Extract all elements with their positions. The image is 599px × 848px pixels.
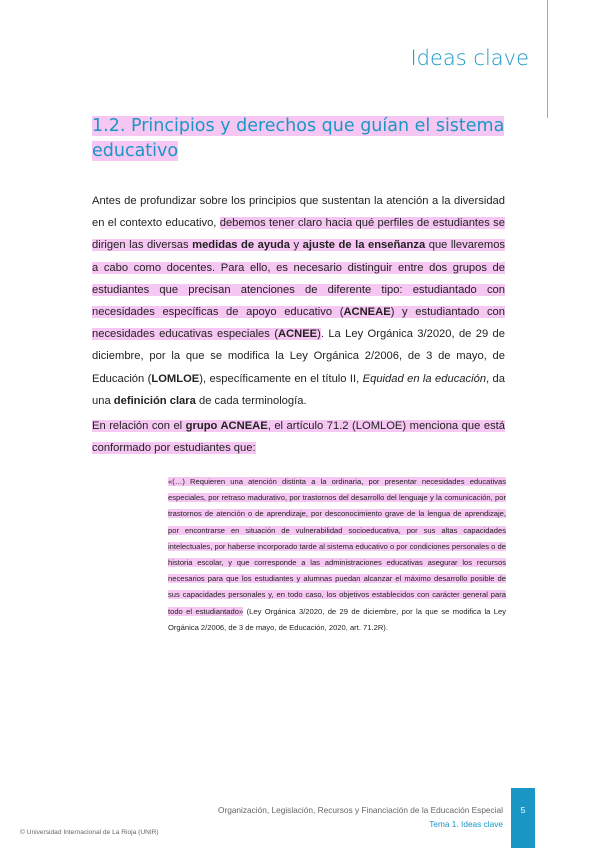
section-title — [92, 114, 512, 164]
text-span: . La Ley Orgánica 3/2020, de 29 de diciembre, por la que se modifica la Ley Orgánica 2/2006, de 3 de mayo, de Educación ( — [92, 328, 506, 385]
highlight-span — [92, 217, 505, 340]
text-span: ), específicamente en el título II, — [199, 372, 363, 385]
paragraph-intro — [92, 190, 505, 412]
footer-copyright: © Universidad Internacional de La Rioja (UNIR) — [20, 829, 159, 836]
text-span: que llevaremos a cabo como docentes. Para ello, es necesario distinguir entre dos grupos de estudiantes que precisan atenciones de diferente tipo: estudiantado con necesidades específicas de apoyo educativo ( — [92, 239, 506, 319]
text-span: Antes de profundizar sobre los principios que sustentan la atención a la diversidad en el contexto educativo, — [92, 195, 505, 230]
bold-term: ACNEE — [277, 328, 318, 341]
body-text — [92, 190, 505, 459]
legal-quote — [168, 474, 506, 636]
bold-term: LOMLOE — [151, 372, 200, 385]
bold-term: grupo ACNEAE — [185, 420, 268, 433]
bold-term: ajuste de la enseñanza — [302, 239, 426, 252]
text-span: , da una — [92, 372, 505, 407]
page-number-box — [511, 788, 535, 848]
text-span: En relación con el — [92, 420, 186, 433]
text-span: y — [289, 239, 303, 252]
highlight-span — [92, 420, 505, 454]
text-span: ) y estudiantado con necesidades educativas especiales ( — [92, 306, 505, 341]
bold-term: definición clara — [113, 394, 196, 407]
quote-text: «(…) Requieren una atención distinta a la ordinaria, por presentar necesidades educativas especiales, por retraso madurativo, por trastornos del desarrollo del lenguaje y la comunicación, por trastornos de atención o de aprendizaje, por desconocimiento grave de la lengua de aprendizaje, por encontrarse en situación de vulnerabilidad socioeducativa, por sus altas capacidades intelectuales, por haberse incorporado tarde al sistema educativo o por condiciones personales o de historia escolar, y que corresponde a las administraciones educativas asegurar los recursos necesarios para que los estudiantes y alumnas puedan alcanzar el máximo desarrollo posible de sus capacidades personales y, en todo caso, los objetivos establecidos con carácter general para todo el estudiantado» — [168, 477, 506, 616]
text-span: , el artículo 71.2 (LOMLOE) menciona que está conformado por estudiantes que: — [92, 420, 505, 455]
bold-term: medidas de ayuda — [192, 239, 290, 252]
quote-citation: (Ley Orgánica 3/2020, de 29 de diciembre, por la que se modifica la Ley Orgánica 2/2006, de 3 de mayo, de Educación, 2020, art. 71.2R). — [168, 606, 506, 632]
text-span: de cada terminología. — [195, 394, 307, 407]
paragraph-acneae — [92, 415, 505, 459]
text-span: debemos tener claro hacia qué perfiles de estudiantes se dirigen las diversas — [92, 217, 505, 252]
header-divider — [547, 0, 548, 118]
footer-course: Organización, Legislación, Recursos y Financiación de la Educación Especial — [217, 805, 503, 815]
page-number: 5 — [520, 805, 526, 815]
bold-term: ACNEAE — [343, 306, 391, 319]
footer-topic: Tema 1. Ideas clave — [429, 819, 503, 829]
section-title-text: 1.2. Principios y derechos que guían el sistema educativo — [92, 116, 505, 161]
header-title: Ideas clave — [410, 46, 529, 70]
italic-title: Equidad en la educación — [362, 372, 487, 385]
text-span: ) — [317, 328, 321, 341]
